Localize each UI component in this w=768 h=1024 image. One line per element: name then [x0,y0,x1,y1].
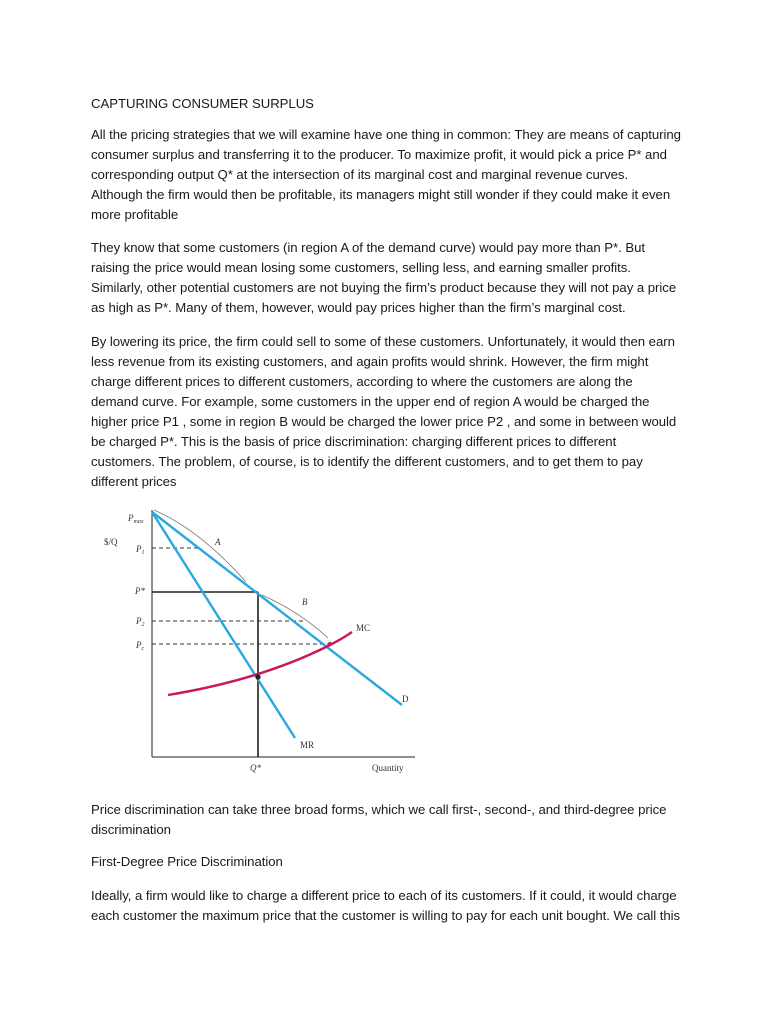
mc-label: MC [356,623,371,633]
pc-label: $P_c$ [136,640,145,652]
price-discrimination-figure [90,500,430,785]
section-heading: First-Degree Price Discrimination [91,854,283,869]
paragraph-4-text: Price discrimination can take three broad forms, which we call first-, second-, and third-degree price discrimination [91,802,667,837]
paragraph-5-text: Ideally, a firm would like to charge a different price to each of its customers. If it could, it would charge each customer the maximum price that the customer is willing to pay for each unit bought. We call this [91,888,681,923]
region-b-bracket [262,595,328,638]
paragraph-3 [91,332,681,492]
mc-mr-intersection-dot [255,674,260,679]
mc-demand-intersection-dot [328,642,332,646]
region-a-label: A [215,537,221,547]
paragraph-5 [91,886,681,926]
pmax-label: $P_{max}$ [128,513,144,525]
marginal-revenue-curve [152,512,295,738]
p1-label: $P_1$ [136,544,145,556]
demand-label: D [402,694,409,704]
marginal-cost-curve [168,632,352,695]
paragraph-2 [91,238,681,318]
paragraph-2-text: They know that some customers (in region A of the demand curve) would pay more than P*. But raising the price would mean losing some customers, selling less, and earning smaller profits. Similarly, other potential customers are not buying the firm’s product because they will not pay a price as high as P*. Many of them, however, would pay prices higher than the firm’s marginal cost. [91,240,677,315]
qstar-label: Q* [250,763,261,773]
figure-svg [90,500,430,785]
paragraph-1 [91,125,681,225]
pstar-label: P* [135,586,145,596]
paragraph-3-text: By lowering its price, the firm could sell to some of these customers. Unfortunately, it would then earn less revenue from its existing customers, and again profits would shrink. However, the firm might charge different prices to different customers, according to where the customers are along the demand curve. For example, some customers in the upper end of region A would be charged the higher price P1 , some in region B would be charged the lower price P2 , and some in between would be charged P*. This is the basis of price discrimination: charging different prices to different customers. The problem, of course, is to identify the different customers, and to get them to pay different prices [91,334,677,489]
demand-curve [152,512,402,705]
paragraph-1-text: All the pricing strategies that we will examine have one thing in common: They are means of capturing consumer surplus and transferring it to the producer. To maximize profit, it would pick a price P* and corresponding output Q* at the intersection of its marginal cost and marginal revenue curves. Although the firm would then be profitable, its managers might still wonder if they could make it even more profitable [91,127,681,222]
region-a-bracket [154,510,246,582]
paragraph-4 [91,800,681,840]
document-title: CAPTURING CONSUMER SURPLUS [91,96,314,111]
region-b-label: B [302,597,308,607]
mr-label: MR [300,740,315,750]
x-axis-label: Quantity [372,763,404,773]
p2-label: $P_2$ [136,616,145,628]
y-axis-label: $/Q [104,537,118,547]
